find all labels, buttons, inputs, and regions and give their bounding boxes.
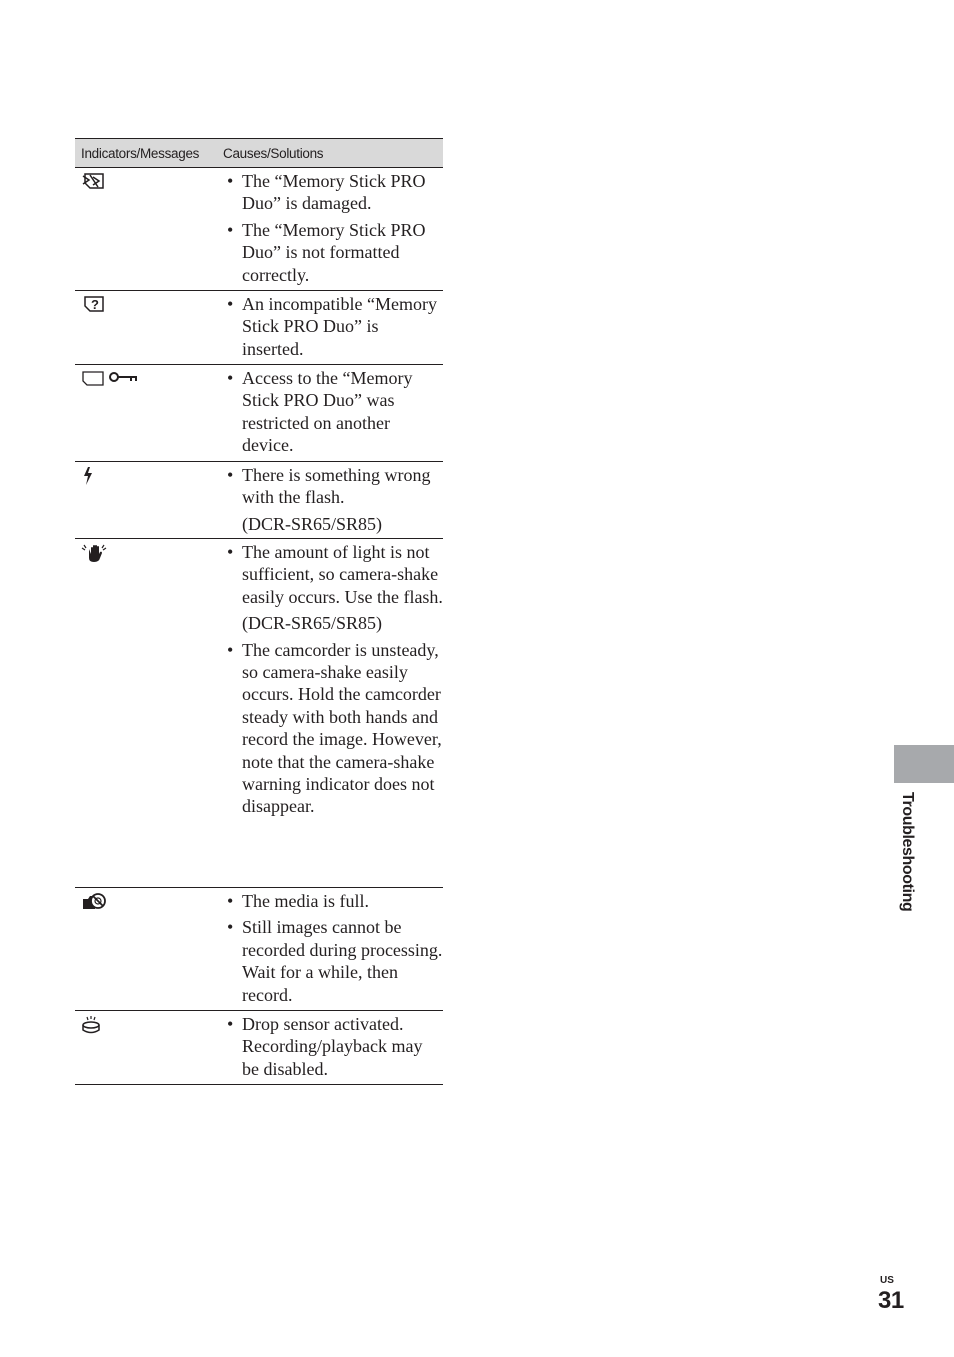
model-note: (DCR-SR65/SR85) [242,513,383,534]
list-item: • The amount of light is not sufficient, so camera-shake easily occurs. Use the flash. [227,542,443,607]
list-item: • Access to the “Memory Stick PRO Duo” was restricted on another device. [227,368,413,456]
table-row [75,1011,443,1085]
camera-shake-warning-icon [75,539,225,887]
cause-cell [225,168,443,290]
flash-icon [75,462,225,538]
cause-cell [225,539,443,887]
cause-cell [225,462,443,538]
model-note: (DCR-SR65/SR85) [242,613,383,634]
table-row [75,539,443,888]
list-item: • The media is full. [227,891,369,911]
section-label [894,792,916,922]
drop-sensor-icon [75,1011,225,1084]
list-item: • The “Memory Stick PRO Duo” is damaged. [227,171,426,214]
table-row [75,462,443,539]
cause-cell [225,888,443,1010]
list-item: • The “Memory Stick PRO Duo” is not formatted correctly. [227,219,426,285]
list-item: • Still images cannot be recorded during processing. Wait for a while, then record. [227,917,443,1005]
list-item: • The camcorder is unsteady, so camera-shake easily occurs. Hold the camcorder steady with both hands and record the image. However, note that the camera-shake warning indicator does not disappear. [227,639,442,817]
list-item: • There is something wrong with the flash. [227,465,431,508]
svg-text:?: ? [91,297,99,312]
cause-cell [225,365,443,461]
cause-cell [225,291,443,364]
table-row [75,168,443,291]
table-row [75,291,443,365]
section-tab-marker [894,745,954,783]
header-indicators: Indicators/Messages [81,145,200,161]
table-header [75,138,443,168]
table-row [75,365,443,462]
memory-stick-damaged-icon [75,168,225,290]
header-causes: Causes/Solutions [223,145,324,161]
incompatible-memory-stick-icon [75,291,225,364]
still-image-disabled-icon [75,888,225,1010]
troubleshooting-table [75,138,443,1085]
page-region-label: US [880,1275,894,1286]
table-row [75,888,443,1011]
list-item: • Drop sensor activated. Recording/playback may be disabled. [227,1014,423,1079]
section-label-text: Troubleshooting [899,792,916,912]
cause-cell [225,1011,443,1084]
list-item: • An incompatible “Memory Stick PRO Duo” is inserted. [227,294,437,359]
page-number: 31 [878,1287,904,1314]
memory-stick-locked-key-icon [75,365,225,461]
